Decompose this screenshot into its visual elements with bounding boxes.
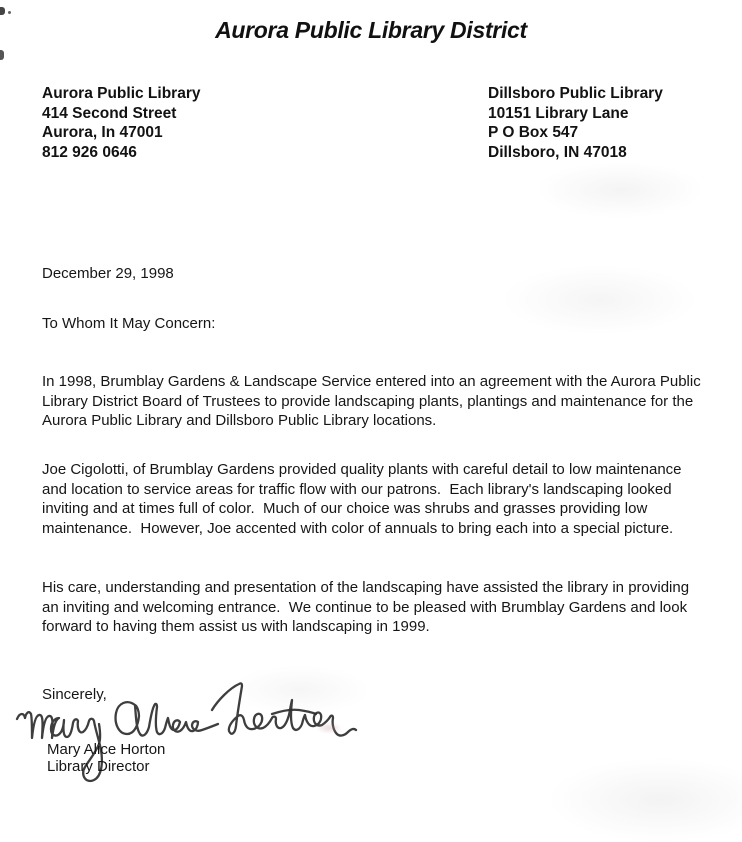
address-line: 10151 Library Lane: [488, 104, 629, 122]
signer-title: Library Director: [47, 758, 150, 775]
phone-line: 812 926 0646: [42, 143, 137, 161]
closing: Sincerely,: [42, 686, 107, 703]
address-block-aurora: [42, 84, 200, 162]
scan-speck: [8, 11, 11, 14]
signature-stroke-alice: [116, 702, 218, 735]
library-name: Aurora Public Library: [42, 85, 201, 102]
paragraph-praise: His care, understanding and presentation of the landscaping have assisted the library in providing an inviting and welcoming entrance. We continue to be pleased with Brumblay Gardens and look forward to having them assist us with landscaping in 1999.: [42, 579, 694, 635]
scan-smudge: [316, 722, 342, 734]
address-line: Dillsboro, IN 47018: [488, 143, 627, 161]
library-name: Dillsboro Public Library: [488, 85, 663, 102]
letterhead-title: Aurora Public Library District: [215, 17, 527, 44]
address-line: 414 Second Street: [42, 104, 177, 122]
address-block-dillsboro: [488, 84, 663, 162]
paragraph-agreement: In 1998, Brumblay Gardens & Landscape Service entered into an agreement with the Aurora Public Library District Board of Trustees to provide landscaping plants, plantings and maintenance for the Aurora Public Library and Dillsboro Public Library locations.: [42, 373, 705, 429]
scan-speck: [0, 50, 4, 60]
scan-speck: [0, 7, 5, 15]
letter-date: December 29, 1998: [42, 265, 174, 282]
address-line: Aurora, In 47001: [42, 124, 163, 141]
address-line: P O Box 547: [488, 124, 579, 141]
salutation: To Whom It May Concern:: [42, 315, 216, 332]
paragraph-plants: Joe Cigolotti, of Brumblay Gardens provided quality plants with careful detail to low maintenance and location to service areas for traffic flow with our patrons. Each library's landscaping looked inviting and at times full of color. Much of our choice was shrubs and grasses providing low maintenance. However, Joe accented with color of annuals to bring each into a special picture.: [42, 461, 686, 537]
signer-name: Mary Alice Horton: [47, 741, 166, 758]
signature-stroke-t-crossbar: [272, 710, 316, 714]
